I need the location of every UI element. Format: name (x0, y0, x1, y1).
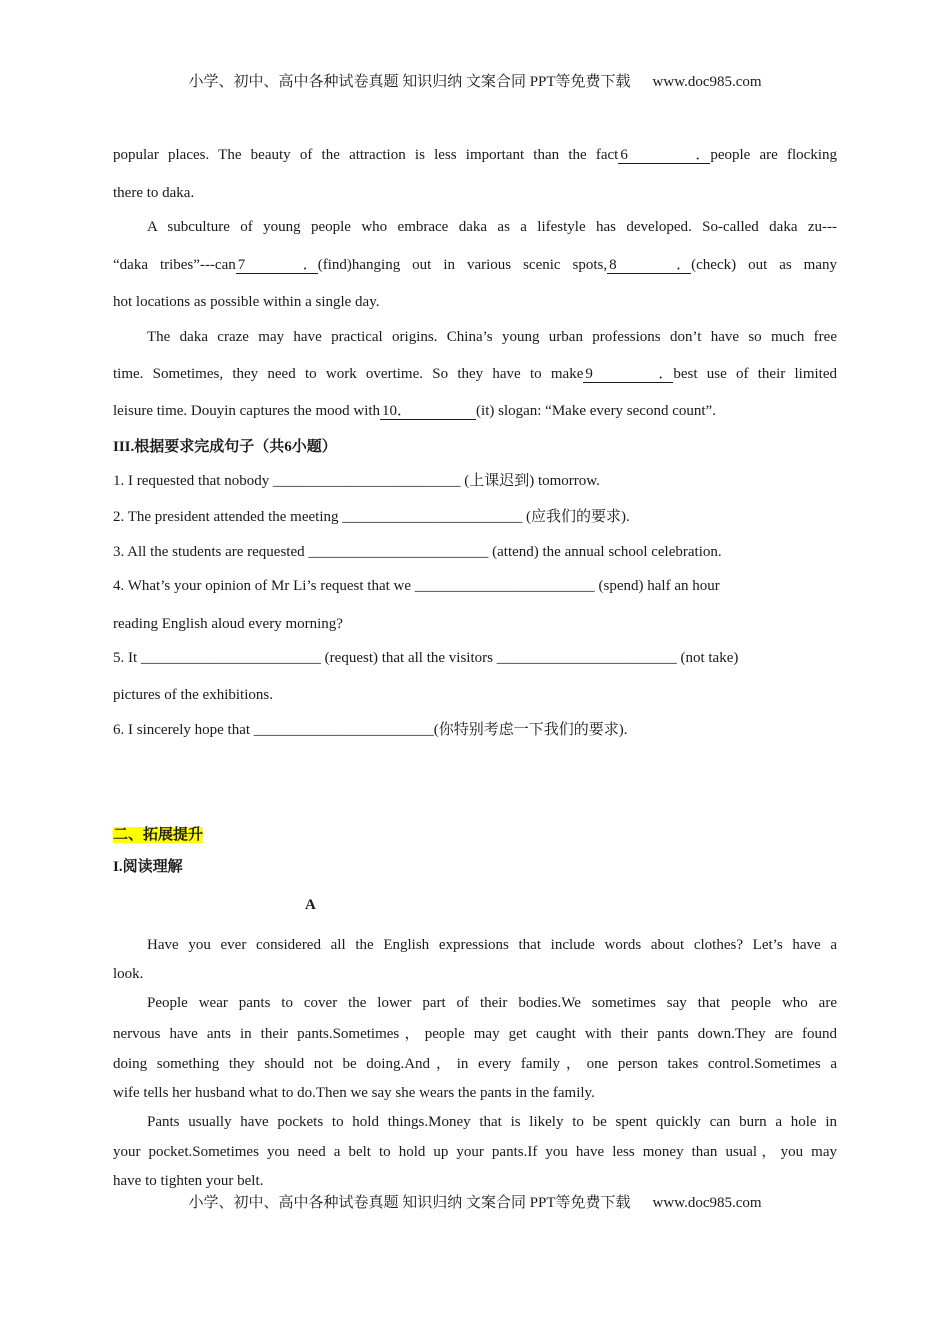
answer-blank[interactable]: ________________________ (140, 650, 321, 666)
reading-line: nervous have ants in their pants.Sometimes，people may get caught with their pants down.They are found (113, 1026, 837, 1042)
footer-url: www.doc985.com (652, 1195, 762, 1211)
passage-line: The daka craze may have practical origins. China’s young urban professions don’t have so much free (147, 329, 837, 345)
page-header (0, 70, 950, 91)
question-5-cont: pictures of the exhibitions. (113, 687, 273, 703)
blank-8: 8． (609, 257, 692, 273)
passage-line: hot locations as possible within a single day. (113, 294, 380, 310)
question-5: 5. It ________________________ (request) that all the visitors ________________________ (not take) (113, 650, 739, 666)
page-footer (0, 1191, 950, 1212)
passage-line: time. Sometimes, they need to work overtime. So they have to make 9．best use of their limited (113, 366, 837, 382)
blank-9: 9． (585, 366, 674, 382)
reading-line: your pocket.Sometimes you need a belt to hold up your pants.If you have less money than usual，you may (113, 1144, 837, 1160)
answer-blank[interactable]: ________________________ (253, 722, 434, 738)
footer-text: 小学、初中、高中各种试卷真题 知识归纳 文案合同 PPT等免费下载 (188, 1195, 631, 1211)
question-4-cont: reading English aloud every morning? (113, 616, 343, 632)
answer-blank[interactable]: ________________________ (414, 578, 595, 594)
question-1: 1. I requested that nobody _________________________ (上课迟到) tomorrow. (113, 473, 600, 489)
part-subtitle: I.阅读理解 (113, 859, 183, 875)
header-url: www.doc985.com (652, 74, 762, 90)
header-text: 小学、初中、高中各种试卷真题 知识归纳 文案合同 PPT等免费下载 (188, 74, 631, 90)
question-6: 6. I sincerely hope that ________________________(你特别考虑一下我们的要求). (113, 722, 628, 738)
passage-line: “daka tribes”---can 7．(find)hanging out in various scenic spots, 8．(check) out as many (113, 257, 838, 273)
passage-line: A subculture of young people who embrace daka as a lifestyle has developed. So-called daka zu--- (147, 219, 837, 235)
answer-blank[interactable]: ________________________ (342, 509, 523, 525)
passage-letter: A (305, 897, 316, 913)
question-3: 3. All the students are requested ________________________ (attend) the annual school celebration. (113, 544, 722, 560)
answer-blank[interactable]: ________________________ (308, 544, 489, 560)
part-title: 二、拓展提升 (113, 827, 204, 843)
reading-line: doing something they should not be doing.And，in every family，one person takes control.Sometimes a (113, 1056, 837, 1072)
question-2: 2. The president attended the meeting ________________________ (应我们的要求). (113, 509, 630, 525)
blank-7: 7． (237, 257, 318, 273)
blank-6: 6． (620, 147, 711, 163)
passage-line: leisure time. Douyin captures the mood with 10． (it) slogan: “Make every second count”. (113, 403, 716, 419)
blank-10: 10． (380, 403, 476, 420)
passage-line: popular places. The beauty of the attraction is less important than the fact 6．people are flocking (113, 147, 837, 163)
answer-blank[interactable]: _________________________ (272, 473, 461, 489)
section-title: III.根据要求完成句子（共6小题） (113, 439, 337, 455)
reading-line: Pants usually have pockets to hold things.Money that is likely to be spent quickly can burn a hole in (147, 1114, 837, 1130)
question-4: 4. What’s your opinion of Mr Li’s request that we ________________________ (spend) half an hour (113, 578, 720, 594)
reading-line: have to tighten your belt. (113, 1173, 264, 1189)
reading-line: Have you ever considered all the English expressions that include words about clothes? Let’s have a (147, 937, 837, 953)
reading-line: look. (113, 966, 144, 982)
answer-blank[interactable]: ________________________ (496, 650, 677, 666)
reading-line: wife tells her husband what to do.Then we say she wears the pants in the family. (113, 1085, 595, 1101)
reading-line: People wear pants to cover the lower part of their bodies.We sometimes say that people who are (147, 995, 837, 1011)
passage-line: there to daka. (113, 185, 195, 201)
